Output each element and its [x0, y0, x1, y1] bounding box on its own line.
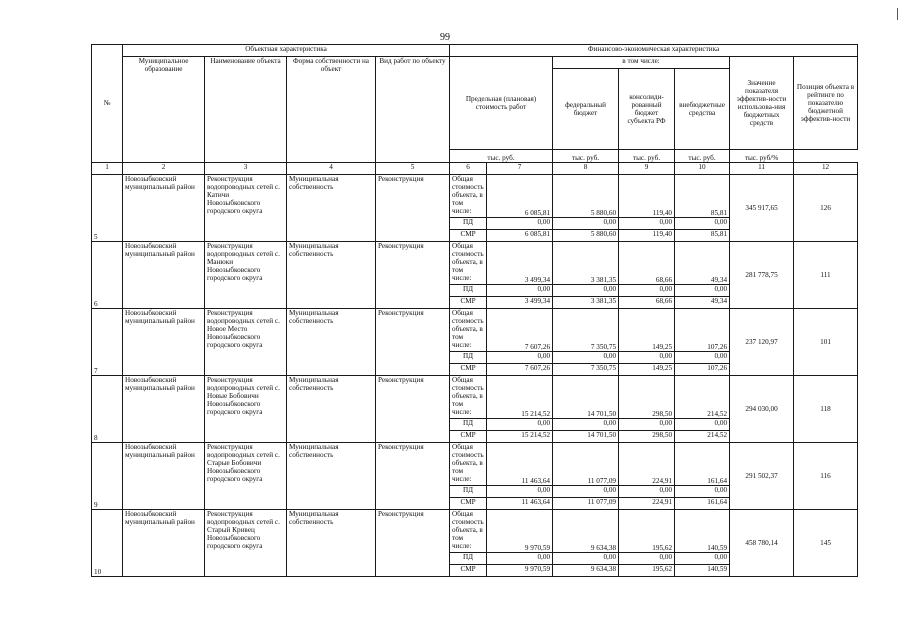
object-name-cell: Реконструкция водопроводных сетей с. Новые Бобовичи Новозыбковского городского округа — [205, 376, 287, 443]
row-number: 9 — [92, 443, 123, 510]
pd-extrabudgetary-value: 0,00 — [675, 352, 730, 364]
smr-consolidated-value: 119,40 — [619, 230, 675, 242]
pd-extrabudgetary-value: 0,00 — [675, 553, 730, 565]
total-consolidated-value: 224,91 — [619, 443, 675, 486]
work-type-cell: Реконструкция — [376, 175, 450, 242]
rating-position-value: 145 — [794, 510, 858, 577]
row-number: 5 — [92, 175, 123, 242]
investment-objects-table — [91, 44, 858, 577]
total-extrabudgetary-value: 140,59 — [675, 510, 730, 553]
work-type-cell: Реконструкция — [376, 376, 450, 443]
pd-limit-value: 0,00 — [487, 352, 553, 364]
ownership-cell: Муниципальная собственность — [287, 175, 376, 242]
smr-extrabudgetary-value: 161,64 — [675, 498, 730, 510]
municipality-cell: Новозыбковский муниципальный район — [123, 510, 205, 577]
total-consolidated-value: 68,66 — [619, 242, 675, 285]
total-limit-value: 11 463,64 — [487, 443, 553, 486]
column-number: 2 — [123, 163, 205, 175]
header-efficiency: Значение показателя эффектив-ности использова-ния бюджетных средств — [730, 57, 794, 150]
smr-extrabudgetary-value: 140,59 — [675, 565, 730, 577]
table-row — [92, 175, 858, 218]
total-extrabudgetary-value: 107,26 — [675, 309, 730, 352]
municipality-cell: Новозыбковский муниципальный район — [123, 175, 205, 242]
unit-extrabudgetary: тыс. руб. — [675, 150, 730, 163]
pd-label: ПД — [450, 285, 487, 297]
smr-label: СМР — [450, 431, 487, 443]
efficiency-value: 458 780,14 — [730, 510, 794, 577]
smr-limit-value: 7 607,26 — [487, 364, 553, 376]
table-row — [92, 242, 858, 285]
total-federal-value: 3 381,35 — [553, 242, 619, 285]
municipality-cell: Новозыбковский муниципальный район — [123, 242, 205, 309]
row-number: 7 — [92, 309, 123, 376]
pd-federal-value: 0,00 — [553, 285, 619, 297]
table-row — [92, 443, 858, 486]
smr-label: СМР — [450, 297, 487, 309]
total-consolidated-value: 149,25 — [619, 309, 675, 352]
pd-label: ПД — [450, 419, 487, 431]
header-consolidated-budget: консолиди-рованный бюджет субъекта РФ — [619, 69, 675, 150]
header-work-type: Вид работ по объекту — [376, 57, 450, 163]
smr-limit-value: 3 499,34 — [487, 297, 553, 309]
header-limit-cost: Предельная (плановая) стоимость работ — [450, 57, 553, 150]
smr-federal-value: 7 350,75 — [553, 364, 619, 376]
efficiency-value: 237 120,97 — [730, 309, 794, 376]
total-extrabudgetary-value: 85,81 — [675, 175, 730, 218]
pd-extrabudgetary-value: 0,00 — [675, 419, 730, 431]
pd-consolidated-value: 0,00 — [619, 553, 675, 565]
ownership-cell: Муниципальная собственность — [287, 443, 376, 510]
pd-label: ПД — [450, 486, 487, 498]
unit-limit-cost: тыс. руб. — [450, 150, 553, 163]
table-row — [92, 376, 858, 419]
total-cost-label: Общая стоимость объекта, в том числе: — [450, 309, 487, 352]
object-name-cell: Реконструкция водопроводных сетей с. Новое Место Новозыбковского городского округа — [205, 309, 287, 376]
unit-federal: тыс. руб. — [553, 150, 619, 163]
smr-label: СМР — [450, 565, 487, 577]
smr-limit-value: 9 970,59 — [487, 565, 553, 577]
total-limit-value: 3 499,34 — [487, 242, 553, 285]
total-federal-value: 9 634,38 — [553, 510, 619, 553]
smr-federal-value: 5 880,60 — [553, 230, 619, 242]
smr-consolidated-value: 149,25 — [619, 364, 675, 376]
pd-federal-value: 0,00 — [553, 352, 619, 364]
column-number: 6 — [450, 163, 487, 175]
pd-limit-value: 0,00 — [487, 218, 553, 230]
header-federal-budget: федеральный бюджет — [553, 69, 619, 150]
pd-limit-value: 0,00 — [487, 285, 553, 297]
smr-consolidated-value: 224,91 — [619, 498, 675, 510]
ownership-cell: Муниципальная собственность — [287, 242, 376, 309]
smr-consolidated-value: 195,62 — [619, 565, 675, 577]
smr-federal-value: 11 077,09 — [553, 498, 619, 510]
header-municipality: Муниципальное образование — [123, 57, 205, 163]
rating-position-value: 126 — [794, 175, 858, 242]
total-consolidated-value: 298,50 — [619, 376, 675, 419]
smr-extrabudgetary-value: 49,34 — [675, 297, 730, 309]
efficiency-value: 291 502,37 — [730, 443, 794, 510]
pd-federal-value: 0,00 — [553, 218, 619, 230]
total-cost-label: Общая стоимость объекта, в том числе: — [450, 175, 487, 218]
pd-consolidated-value: 0,00 — [619, 218, 675, 230]
total-consolidated-value: 195,62 — [619, 510, 675, 553]
pd-limit-value: 0,00 — [487, 486, 553, 498]
object-name-cell: Реконструкция водопроводных сетей с. Старые Бобовичи Новозыбковского городского округа — [205, 443, 287, 510]
pd-federal-value: 0,00 — [553, 486, 619, 498]
smr-federal-value: 14 701,50 — [553, 431, 619, 443]
object-name-cell: Реконструкция водопроводных сетей с. Катичи Новозыбковского городского округа — [205, 175, 287, 242]
unit-consolidated: тыс. руб. — [619, 150, 675, 163]
pd-federal-value: 0,00 — [553, 553, 619, 565]
total-federal-value: 14 701,50 — [553, 376, 619, 419]
smr-extrabudgetary-value: 107,26 — [675, 364, 730, 376]
header-rating-position: Позиция объекта в рейтинге по показателю бюджетной эффектив-ности — [794, 57, 858, 150]
smr-extrabudgetary-value: 214,52 — [675, 431, 730, 443]
smr-federal-value: 3 381,35 — [553, 297, 619, 309]
pd-label: ПД — [450, 553, 487, 565]
total-cost-label: Общая стоимость объекта, в том числе: — [450, 510, 487, 553]
rating-position-value: 118 — [794, 376, 858, 443]
pd-extrabudgetary-value: 0,00 — [675, 218, 730, 230]
smr-limit-value: 15 214,52 — [487, 431, 553, 443]
smr-label: СМР — [450, 498, 487, 510]
total-consolidated-value: 119,40 — [619, 175, 675, 218]
row-number: 10 — [92, 510, 123, 577]
smr-extrabudgetary-value: 85,81 — [675, 230, 730, 242]
smr-federal-value: 9 634,38 — [553, 565, 619, 577]
header-object-group: Объектная характеристика — [123, 45, 450, 57]
header-ownership: Форма собственности на объект — [287, 57, 376, 163]
header-finance-group: Финансово-экономическая характеристика — [450, 45, 858, 57]
total-federal-value: 11 077,09 — [553, 443, 619, 486]
page-number: 99 — [440, 32, 450, 43]
work-type-cell: Реконструкция — [376, 242, 450, 309]
pd-label: ПД — [450, 352, 487, 364]
municipality-cell: Новозыбковский муниципальный район — [123, 309, 205, 376]
total-federal-value: 5 880,60 — [553, 175, 619, 218]
total-cost-label: Общая стоимость объекта, в том числе: — [450, 376, 487, 419]
column-number: 1 — [92, 163, 123, 175]
rating-position-value: 111 — [794, 242, 858, 309]
pd-extrabudgetary-value: 0,00 — [675, 285, 730, 297]
total-cost-label: Общая стоимость объекта, в том числе: — [450, 443, 487, 486]
pd-federal-value: 0,00 — [553, 419, 619, 431]
efficiency-value: 281 778,75 — [730, 242, 794, 309]
smr-consolidated-value: 298,50 — [619, 431, 675, 443]
pd-consolidated-value: 0,00 — [619, 486, 675, 498]
unit-efficiency: тыс. руб/% — [730, 150, 794, 163]
total-limit-value: 15 214,52 — [487, 376, 553, 419]
efficiency-value: 345 917,65 — [730, 175, 794, 242]
total-extrabudgetary-value: 161,64 — [675, 443, 730, 486]
column-number: 10 — [675, 163, 730, 175]
object-name-cell: Реконструкция водопроводных сетей с. Старый Кривец Новозыбковского городского округа — [205, 510, 287, 577]
smr-limit-value: 6 085,81 — [487, 230, 553, 242]
work-type-cell: Реконструкция — [376, 443, 450, 510]
row-number: 8 — [92, 376, 123, 443]
smr-consolidated-value: 68,66 — [619, 297, 675, 309]
column-number: 8 — [553, 163, 619, 175]
column-number: 5 — [376, 163, 450, 175]
total-limit-value: 9 970,59 — [487, 510, 553, 553]
header-object-name: Наименование объекта — [205, 57, 287, 163]
total-cost-label: Общая стоимость объекта, в том числе: — [450, 242, 487, 285]
table-row — [92, 510, 858, 553]
table-row — [92, 309, 858, 352]
pd-limit-value: 0,00 — [487, 553, 553, 565]
work-type-cell: Реконструкция — [376, 309, 450, 376]
municipality-cell: Новозыбковский муниципальный район — [123, 443, 205, 510]
column-number: 12 — [794, 163, 858, 175]
pd-limit-value: 0,00 — [487, 419, 553, 431]
smr-limit-value: 11 463,64 — [487, 498, 553, 510]
object-name-cell: Реконструкция водопроводных сетей с. Манюки Новозыбковского городского округа — [205, 242, 287, 309]
column-number: 3 — [205, 163, 287, 175]
total-limit-value: 6 085,81 — [487, 175, 553, 218]
total-extrabudgetary-value: 214,52 — [675, 376, 730, 419]
smr-label: СМР — [450, 230, 487, 242]
pd-extrabudgetary-value: 0,00 — [675, 486, 730, 498]
header-extrabudgetary: внебюджетные средства — [675, 69, 730, 150]
header-no: № — [92, 45, 123, 163]
pd-consolidated-value: 0,00 — [619, 419, 675, 431]
rating-position-value: 116 — [794, 443, 858, 510]
ownership-cell: Муниципальная собственность — [287, 510, 376, 577]
municipality-cell: Новозыбковский муниципальный район — [123, 376, 205, 443]
smr-label: СМР — [450, 364, 487, 376]
total-federal-value: 7 350,75 — [553, 309, 619, 352]
ownership-cell: Муниципальная собственность — [287, 376, 376, 443]
row-number: 6 — [92, 242, 123, 309]
column-number: 7 — [487, 163, 553, 175]
column-number: 4 — [287, 163, 376, 175]
work-type-cell: Реконструкция — [376, 510, 450, 577]
total-limit-value: 7 607,26 — [487, 309, 553, 352]
rating-position-value: 101 — [794, 309, 858, 376]
ownership-cell: Муниципальная собственность — [287, 309, 376, 376]
header-including: в том числе: — [553, 57, 730, 69]
scan-edge-mark — [897, 8, 898, 20]
pd-consolidated-value: 0,00 — [619, 285, 675, 297]
efficiency-value: 294 030,00 — [730, 376, 794, 443]
pd-label: ПД — [450, 218, 487, 230]
total-extrabudgetary-value: 49,34 — [675, 242, 730, 285]
column-number: 11 — [730, 163, 794, 175]
pd-consolidated-value: 0,00 — [619, 352, 675, 364]
column-number: 9 — [619, 163, 675, 175]
